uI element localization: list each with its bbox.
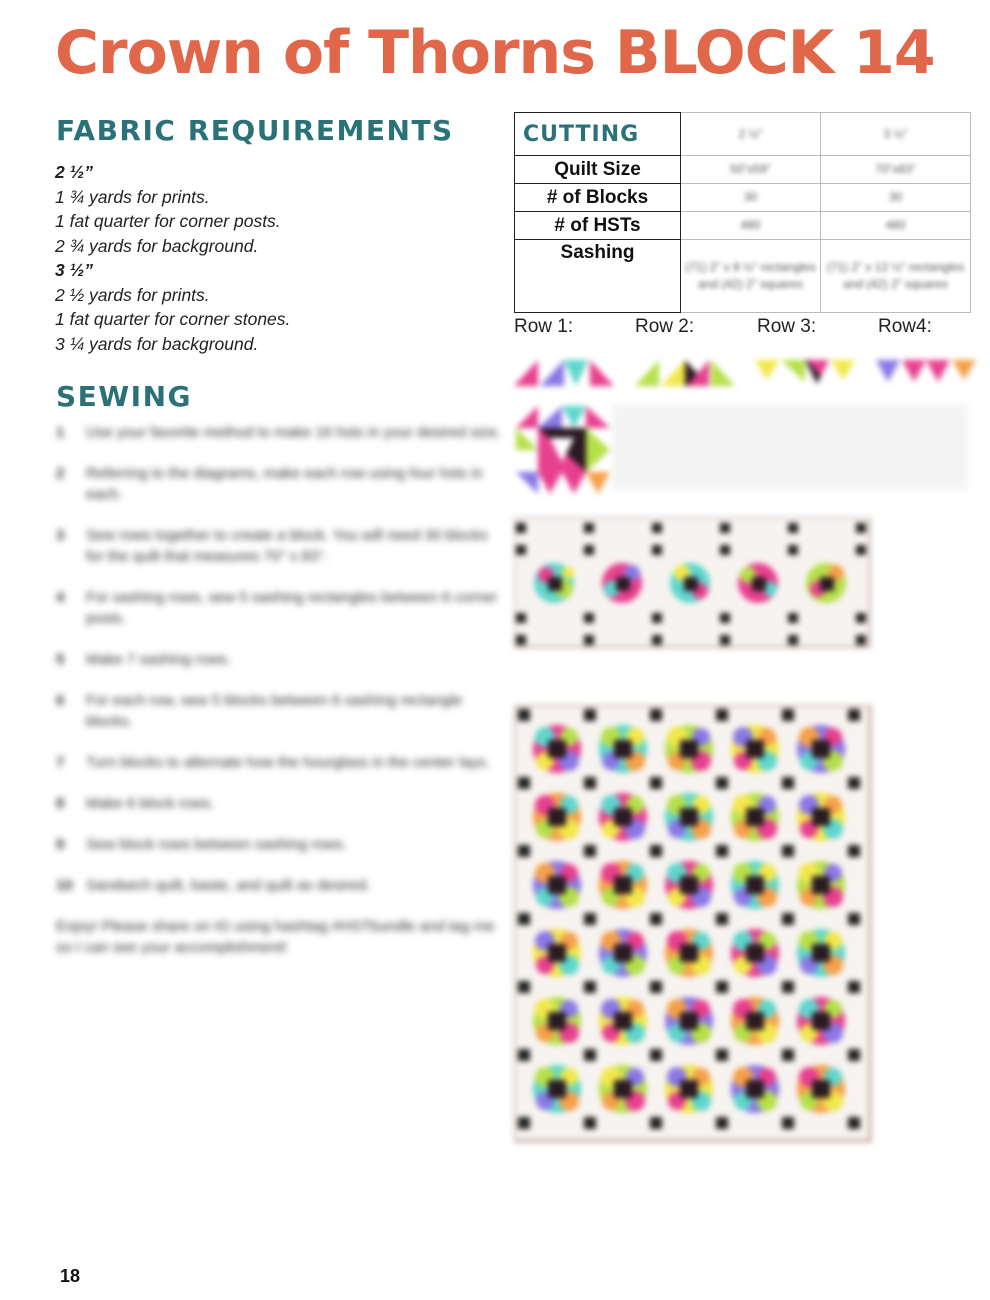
corner-post xyxy=(518,981,530,993)
table-cell xyxy=(681,240,821,313)
corner-post xyxy=(650,845,662,857)
step-number: 2 xyxy=(56,465,65,482)
row-legend xyxy=(514,316,974,340)
sewing-step xyxy=(56,525,506,567)
cell-value: (71) 2” x 12 ½” rectangles and (42) 2” squares xyxy=(826,260,965,291)
row-4-diagram xyxy=(876,356,976,388)
step-number: 1 xyxy=(56,424,65,441)
corner-post xyxy=(716,981,728,993)
quilt-block xyxy=(797,725,845,773)
sewing-step xyxy=(56,752,506,773)
corner-post xyxy=(782,981,794,993)
quilt-block xyxy=(533,793,581,841)
corner-post xyxy=(518,1049,530,1061)
sewing-step xyxy=(56,690,506,732)
step-number: 4 xyxy=(56,589,65,606)
quilt-block xyxy=(797,793,845,841)
quilt-block xyxy=(797,861,845,909)
step-number: 3 xyxy=(56,527,65,544)
corner-post xyxy=(716,913,728,925)
row-1-diagram xyxy=(514,356,614,388)
quilt-block xyxy=(797,1065,845,1113)
corner-post xyxy=(518,845,530,857)
quilt-block xyxy=(599,793,647,841)
corner-post xyxy=(782,913,794,925)
corner-post xyxy=(518,913,530,925)
sewing-step xyxy=(56,463,506,505)
block-diagram xyxy=(512,402,972,498)
row-label-3: Row 3: xyxy=(757,316,817,337)
corner-post xyxy=(716,1049,728,1061)
step-number: 5 xyxy=(56,651,65,668)
quilt-block xyxy=(731,793,779,841)
req-line: 2 ¾ yards for background. xyxy=(55,235,259,256)
corner-post xyxy=(782,1117,794,1129)
req-line: 1 fat quarter for corner stones. xyxy=(55,309,291,329)
quilt-layout-diagram xyxy=(514,705,874,1145)
row-label-4: Row4: xyxy=(878,316,932,337)
corner-post xyxy=(782,1049,794,1061)
corner-post xyxy=(848,777,860,789)
row-label-quilt-size: Quilt Size xyxy=(515,156,681,184)
table-cell xyxy=(821,240,971,313)
quilt-block xyxy=(665,929,713,977)
corner-post xyxy=(584,1117,596,1129)
corner-post xyxy=(716,709,728,721)
closing-note: Enjoy! Please share on IG using hashtag #HSTbundle and tag me so I can see your accomplishment! xyxy=(56,918,495,956)
quilt-block xyxy=(599,929,647,977)
row-2-diagram xyxy=(635,356,735,388)
quilt-block xyxy=(665,997,713,1045)
req-line: 1 fat quarter for corner posts. xyxy=(55,211,281,231)
corner-post xyxy=(782,845,794,857)
quilt-block xyxy=(599,725,647,773)
cell-value: 50”x59” xyxy=(730,162,771,176)
step-number: 6 xyxy=(56,692,65,709)
corner-post xyxy=(650,777,662,789)
step-text: Sew block rows between sashing rows. xyxy=(86,836,347,853)
quilt-block xyxy=(665,1065,713,1113)
corner-post xyxy=(782,709,794,721)
sewing-step xyxy=(56,587,506,629)
step-text: Make 6 block rows. xyxy=(86,795,215,812)
quilt-block xyxy=(797,929,845,977)
step-text: For sashing rows, sew 5 sashing rectangles between 6 corner posts. xyxy=(86,589,498,627)
corner-post xyxy=(848,709,860,721)
req-line: 3 ¼ yards for background. xyxy=(55,333,259,354)
fabric-requirements-list xyxy=(55,160,495,356)
corner-post xyxy=(848,981,860,993)
req-line-size-large: 3 ½” xyxy=(55,260,93,280)
quilt-block xyxy=(533,725,581,773)
sashing-row-diagram xyxy=(514,517,874,651)
table-cell xyxy=(681,212,821,240)
corner-post xyxy=(518,777,530,789)
quilt-block xyxy=(665,861,713,909)
corner-post xyxy=(716,777,728,789)
quilt-block xyxy=(665,793,713,841)
sewing-step xyxy=(56,875,506,896)
step-text: Sandwich quilt, baste, and quilt as desired. xyxy=(86,877,371,894)
sewing-step xyxy=(56,834,506,855)
size-column-label: 2 ½” xyxy=(738,126,763,141)
table-cell xyxy=(821,184,971,212)
quilt-block xyxy=(533,1065,581,1113)
row-label-sashing: Sashing xyxy=(515,240,681,313)
table-cell xyxy=(681,156,821,184)
cell-value: (71) 2” x 8 ½” rectangles and (42) 2” squares xyxy=(685,260,816,291)
corner-post xyxy=(584,845,596,857)
step-number: 10 xyxy=(56,877,73,894)
quilt-block xyxy=(533,861,581,909)
quilt-block xyxy=(731,861,779,909)
size-column-label: 3 ½” xyxy=(883,126,908,141)
size-column-header xyxy=(681,113,821,156)
quilt-block xyxy=(731,929,779,977)
step-text: Use your favorite method to make 16 hsts in your desired size. xyxy=(86,424,502,441)
quilt-block xyxy=(533,929,581,977)
corner-post xyxy=(650,709,662,721)
sewing-step xyxy=(56,793,506,814)
sewing-heading: SEWING xyxy=(56,380,193,413)
quilt-block xyxy=(731,1065,779,1113)
corner-post xyxy=(650,913,662,925)
corner-post xyxy=(584,709,596,721)
req-line: 1 ¾ yards for prints. xyxy=(55,186,210,207)
row-label-hsts: # of HSTs xyxy=(515,212,681,240)
page-number: 18 xyxy=(60,1266,81,1286)
corner-post xyxy=(848,845,860,857)
corner-post xyxy=(650,1049,662,1061)
corner-post xyxy=(848,1117,860,1129)
corner-post xyxy=(782,777,794,789)
quilt-block xyxy=(665,725,713,773)
step-text: For each row, sew 5 blocks between 6 sashing rectangle blocks. xyxy=(86,692,463,730)
step-text: Make 7 sashing rows. xyxy=(86,651,232,668)
page-title: Crown of Thorns BLOCK 14 xyxy=(55,18,935,88)
cutting-heading: CUTTING xyxy=(515,113,681,156)
cell-value: 480 xyxy=(740,218,761,232)
cell-value: 70”x83” xyxy=(875,162,916,176)
row-label-1: Row 1: xyxy=(514,316,574,337)
step-number: 8 xyxy=(56,795,65,812)
corner-post xyxy=(650,981,662,993)
step-number: 7 xyxy=(56,754,65,771)
req-line-size-small: 2 ½” xyxy=(55,162,93,182)
step-text: Sew rows together to create a block. You will need 30 blocks for the quilt that measures 70" x 83". xyxy=(86,527,488,565)
table-cell xyxy=(681,184,821,212)
quilt-block xyxy=(731,997,779,1045)
table-cell xyxy=(821,212,971,240)
quilt-block xyxy=(599,997,647,1045)
table-cell xyxy=(821,156,971,184)
step-text: Turn blocks to alternate how the hourglass in the center lays. xyxy=(86,754,490,771)
quilt-block xyxy=(533,997,581,1045)
step-text: Referring to the diagrams, make each row using four hsts in each. xyxy=(86,465,483,503)
corner-post xyxy=(518,709,530,721)
size-column-header xyxy=(821,113,971,156)
sewing-step xyxy=(56,649,506,670)
quilt-block xyxy=(599,861,647,909)
corner-post xyxy=(584,777,596,789)
corner-post xyxy=(716,1117,728,1129)
cell-value: 30 xyxy=(888,190,903,204)
row-label-2: Row 2: xyxy=(635,316,695,337)
req-line: 2 ½ yards for prints. xyxy=(55,284,210,305)
corner-post xyxy=(848,1049,860,1061)
sewing-step xyxy=(56,422,506,443)
row-3-diagram xyxy=(755,356,855,388)
fabric-requirements-heading: FABRIC REQUIREMENTS xyxy=(56,114,454,147)
cutting-table xyxy=(514,112,971,313)
row-label-blocks: # of Blocks xyxy=(515,184,681,212)
corner-post xyxy=(584,1049,596,1061)
corner-post xyxy=(650,1117,662,1129)
corner-post xyxy=(848,913,860,925)
quilt-block xyxy=(731,725,779,773)
quilt-block xyxy=(599,1065,647,1113)
corner-post xyxy=(584,913,596,925)
step-number: 9 xyxy=(56,836,65,853)
cell-value: 30 xyxy=(743,190,758,204)
sewing-steps xyxy=(56,422,506,958)
corner-post xyxy=(518,1117,530,1129)
corner-post xyxy=(716,845,728,857)
cell-value: 480 xyxy=(885,218,906,232)
quilt-block xyxy=(797,997,845,1045)
corner-post xyxy=(584,981,596,993)
